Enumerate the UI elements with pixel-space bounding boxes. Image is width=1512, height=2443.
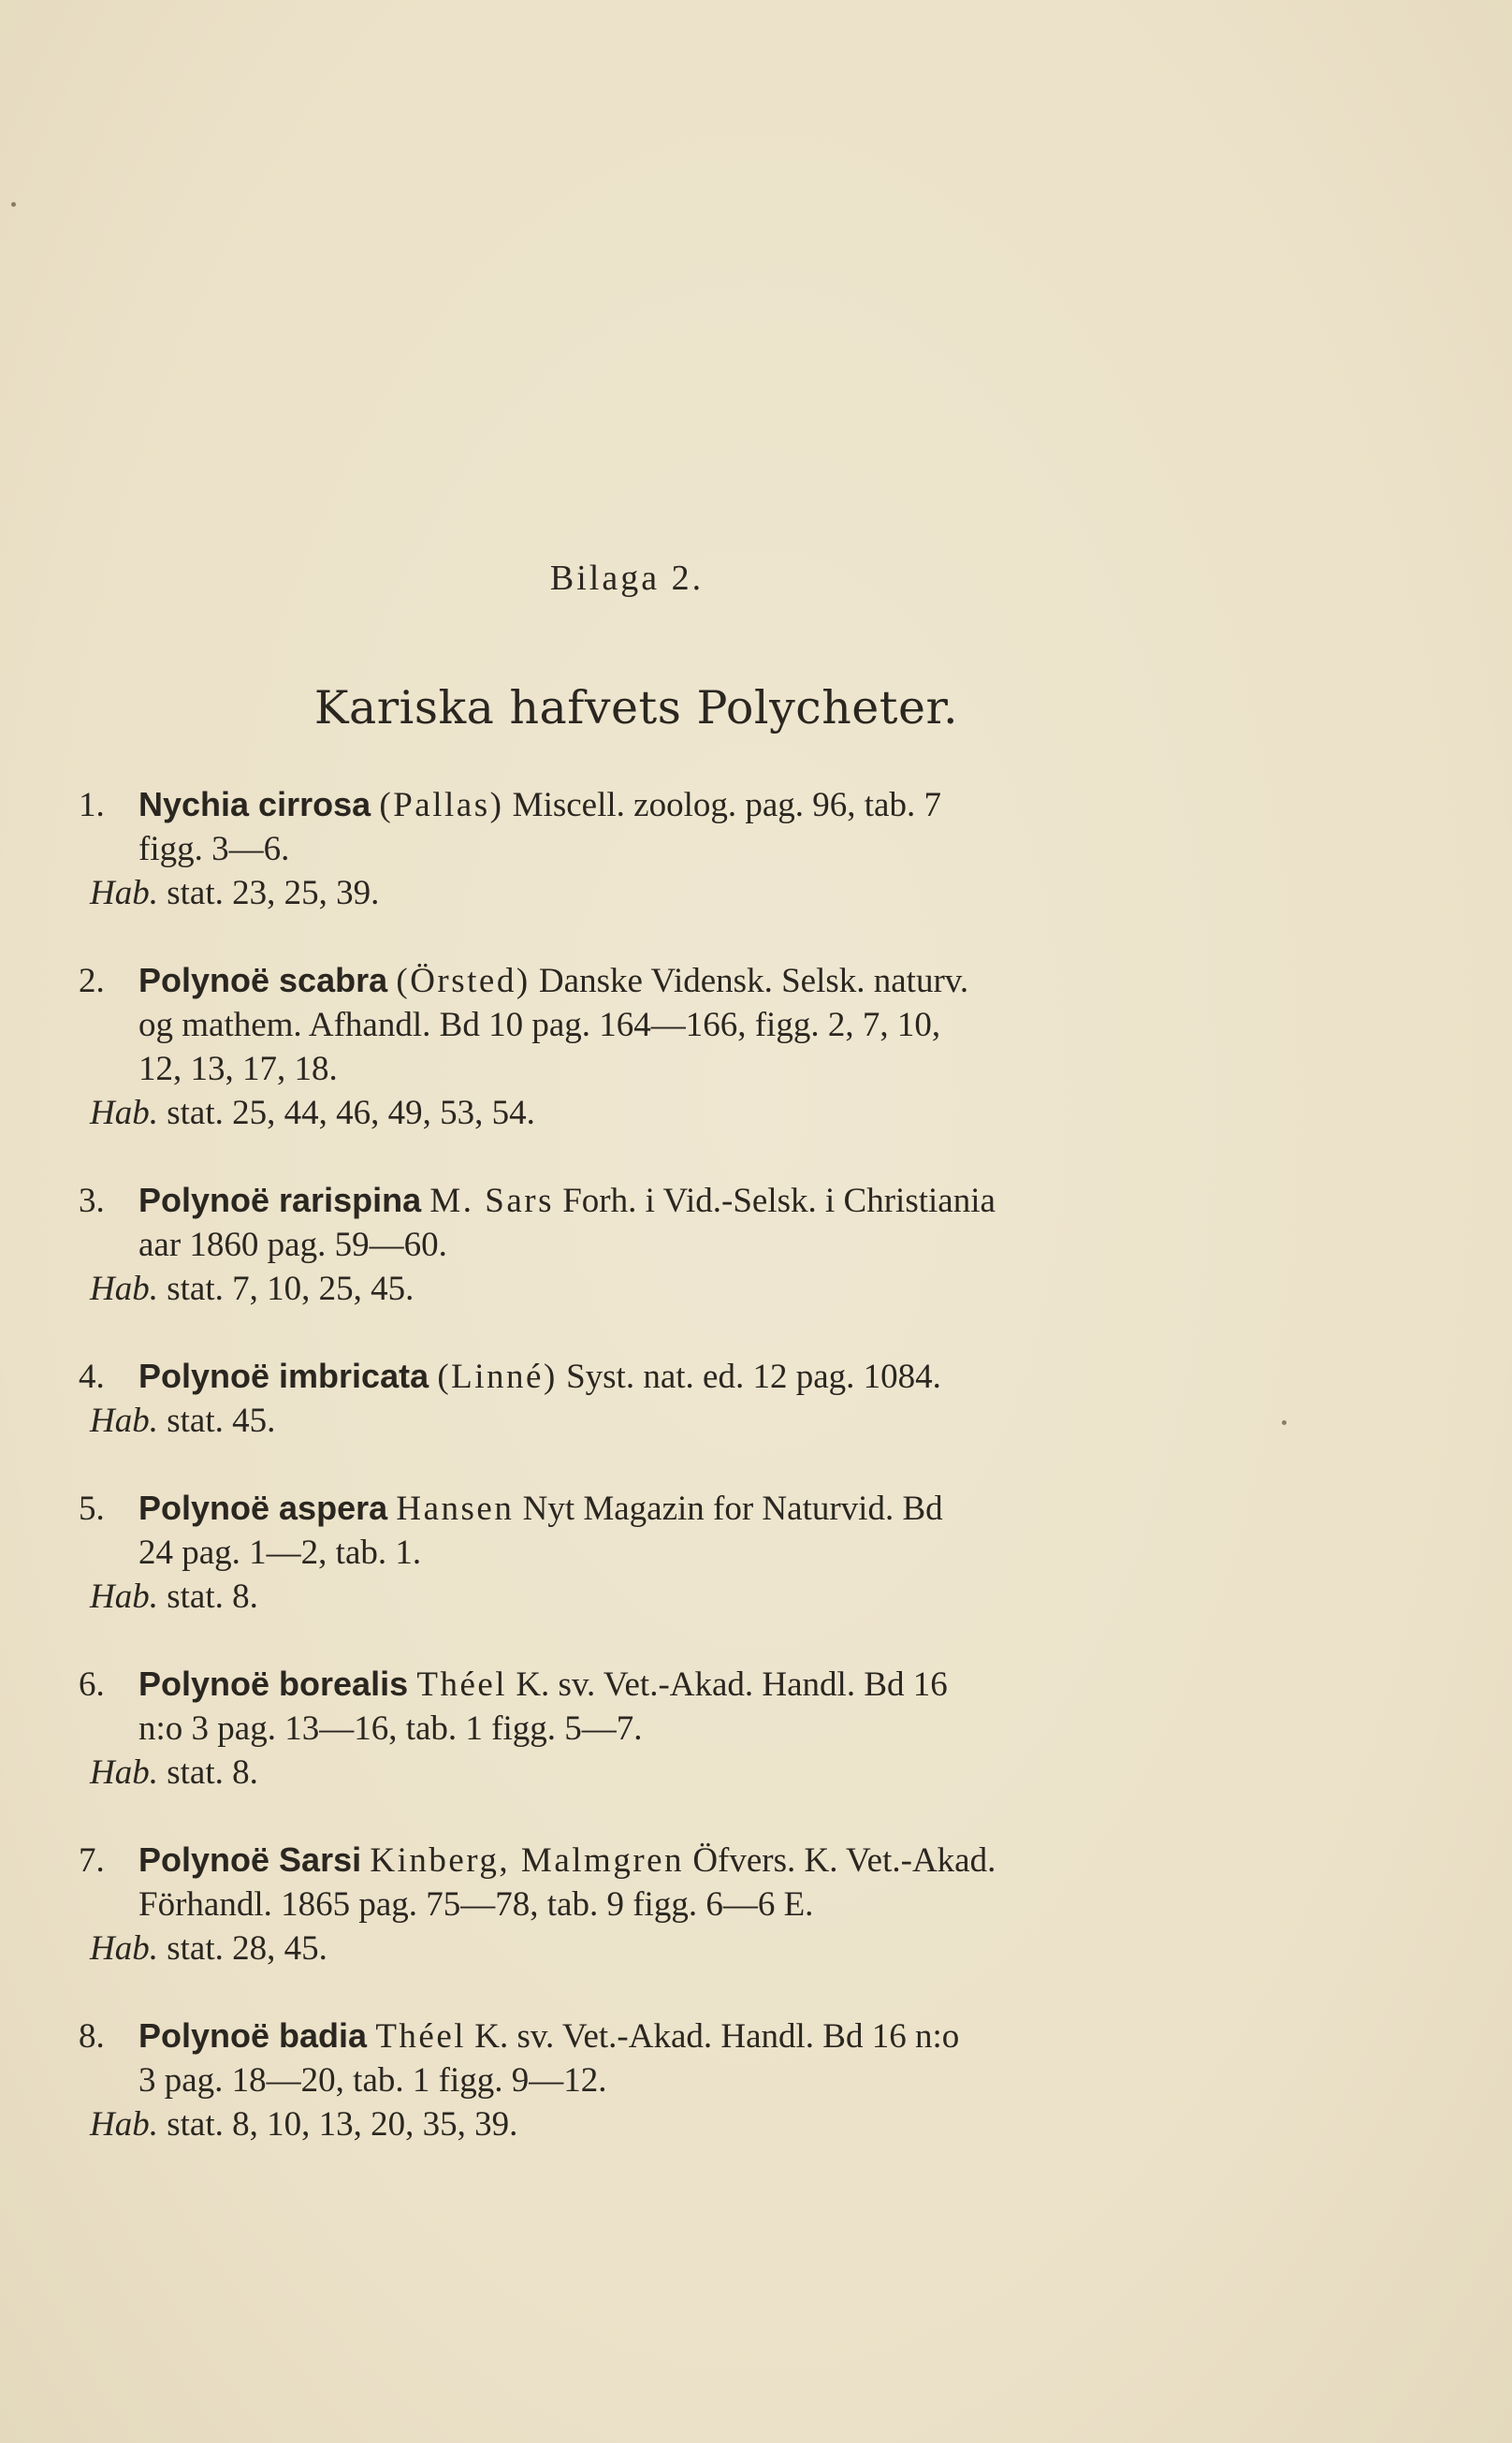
reference-text: Forh. i Vid.-Selsk. i Christiania bbox=[562, 1182, 996, 1220]
author-name: M. Sars bbox=[429, 1182, 554, 1220]
species-name: Polynoë Sarsi bbox=[138, 1840, 362, 1879]
entry-number: 4. bbox=[79, 1358, 105, 1396]
species-name: Nychia cirrosa bbox=[138, 785, 371, 823]
author-name: Kinberg, Malmgren bbox=[370, 1841, 685, 1880]
author-name: Théel bbox=[416, 1665, 508, 1704]
habitat-stations: stat. 8, 10, 13, 20, 35, 39. bbox=[167, 2105, 518, 2144]
habitat-line bbox=[79, 1575, 1201, 1619]
reference-text: K. sv. Vet.-Akad. Handl. Bd 16 bbox=[516, 1665, 948, 1704]
species-name: Polynoë badia bbox=[138, 2016, 368, 2055]
habitat-line bbox=[79, 2102, 1201, 2146]
habitat-label: Hab. bbox=[90, 1929, 158, 1968]
author-name: (Örsted) bbox=[396, 962, 531, 1000]
species-entry bbox=[79, 1486, 1201, 1619]
habitat-label: Hab. bbox=[90, 1270, 158, 1308]
reference-text: Miscell. zoolog. pag. 96, tab. 7 bbox=[512, 786, 941, 824]
entry-first-line bbox=[79, 1354, 1201, 1399]
entry-first-line bbox=[79, 1838, 1201, 1883]
entry-number: 6. bbox=[79, 1665, 105, 1704]
reference-continuation: figg. 3—6. bbox=[138, 830, 290, 868]
habitat-label: Hab. bbox=[90, 1094, 158, 1132]
habitat-line bbox=[79, 1091, 1201, 1135]
habitat-stations: stat. 25, 44, 46, 49, 53, 54. bbox=[167, 1094, 535, 1132]
author-name: Hansen bbox=[396, 1490, 515, 1528]
habitat-label: Hab. bbox=[90, 1578, 158, 1616]
habitat-stations: stat. 8. bbox=[167, 1578, 258, 1616]
reference-continuation: aar 1860 pag. 59—60. bbox=[138, 1226, 447, 1264]
habitat-label: Hab. bbox=[90, 2105, 158, 2144]
habitat-label: Hab. bbox=[90, 1753, 158, 1792]
entry-first-line bbox=[79, 1178, 1201, 1223]
entry-number: 5. bbox=[79, 1490, 105, 1528]
reference-text: Öfvers. K. Vet.-Akad. bbox=[692, 1841, 996, 1880]
reference-continuation: 3 pag. 18—20, tab. 1 figg. 9—12. bbox=[138, 2061, 607, 2100]
habitat-label: Hab. bbox=[90, 1402, 158, 1440]
reference-text: Danske Vidensk. Selsk. naturv. bbox=[538, 962, 969, 1000]
habitat-label: Hab. bbox=[90, 874, 158, 912]
appendix-heading: Bilaga 2. bbox=[549, 559, 705, 598]
habitat-stations: stat. 7, 10, 25, 45. bbox=[167, 1270, 414, 1308]
entry-number: 7. bbox=[79, 1841, 105, 1880]
species-entry bbox=[79, 1354, 1201, 1443]
reference-text: K. sv. Vet.-Akad. Handl. Bd 16 n:o bbox=[474, 2017, 960, 2056]
habitat-stations: stat. 45. bbox=[167, 1402, 276, 1440]
habitat-stations: stat. 28, 45. bbox=[167, 1929, 327, 1968]
species-name: Polynoë aspera bbox=[138, 1489, 388, 1527]
species-entry bbox=[79, 1662, 1201, 1795]
species-entry bbox=[79, 958, 1201, 1135]
reference-text: Syst. nat. ed. 12 pag. 1084. bbox=[566, 1358, 941, 1396]
reference-continuation: Förhandl. 1865 pag. 75—78, tab. 9 figg. 6—6 E. bbox=[138, 1885, 814, 1924]
entry-number: 1. bbox=[79, 786, 105, 824]
paper-speck bbox=[11, 202, 16, 207]
entry-first-line bbox=[79, 1486, 1201, 1531]
entry-number: 8. bbox=[79, 2017, 105, 2056]
habitat-line bbox=[79, 1751, 1201, 1795]
page-title: Kariska hafvets Polycheter. bbox=[313, 681, 959, 734]
species-entry bbox=[79, 1838, 1201, 1970]
habitat-stations: stat. 23, 25, 39. bbox=[167, 874, 380, 912]
reference-continuation: n:o 3 pag. 13—16, tab. 1 figg. 5—7. bbox=[138, 1709, 643, 1748]
habitat-stations: stat. 8. bbox=[167, 1753, 258, 1792]
species-entry bbox=[79, 2014, 1201, 2146]
entry-first-line bbox=[79, 2014, 1201, 2058]
author-name: (Pallas) bbox=[379, 786, 504, 824]
author-name: (Linné) bbox=[437, 1358, 558, 1396]
species-name: Polynoë scabra bbox=[138, 961, 388, 999]
species-entry bbox=[79, 782, 1201, 915]
habitat-line bbox=[79, 1927, 1201, 1970]
paper-speck bbox=[1282, 1420, 1287, 1425]
species-list bbox=[79, 782, 1201, 2189]
reference-text: Nyt Magazin for Naturvid. Bd bbox=[522, 1490, 943, 1528]
entry-first-line bbox=[79, 958, 1201, 1003]
reference-continuation: og mathem. Afhandl. Bd 10 pag. 164—166, figg. 2, 7, 10, bbox=[138, 1006, 941, 1044]
reference-continuation: 12, 13, 17, 18. bbox=[138, 1050, 338, 1088]
habitat-line bbox=[79, 1399, 1201, 1443]
entry-first-line bbox=[79, 1662, 1201, 1707]
entry-number: 2. bbox=[79, 962, 105, 1000]
reference-continuation: 24 pag. 1—2, tab. 1. bbox=[138, 1534, 422, 1572]
species-entry bbox=[79, 1178, 1201, 1311]
author-name: Théel bbox=[375, 2017, 467, 2056]
species-name: Polynoë borealis bbox=[138, 1665, 409, 1703]
habitat-line bbox=[79, 1267, 1201, 1311]
species-name: Polynoë imbricata bbox=[138, 1357, 429, 1395]
entry-number: 3. bbox=[79, 1182, 105, 1220]
entry-first-line bbox=[79, 782, 1201, 827]
habitat-line bbox=[79, 871, 1201, 915]
species-name: Polynoë rarispina bbox=[138, 1181, 422, 1219]
